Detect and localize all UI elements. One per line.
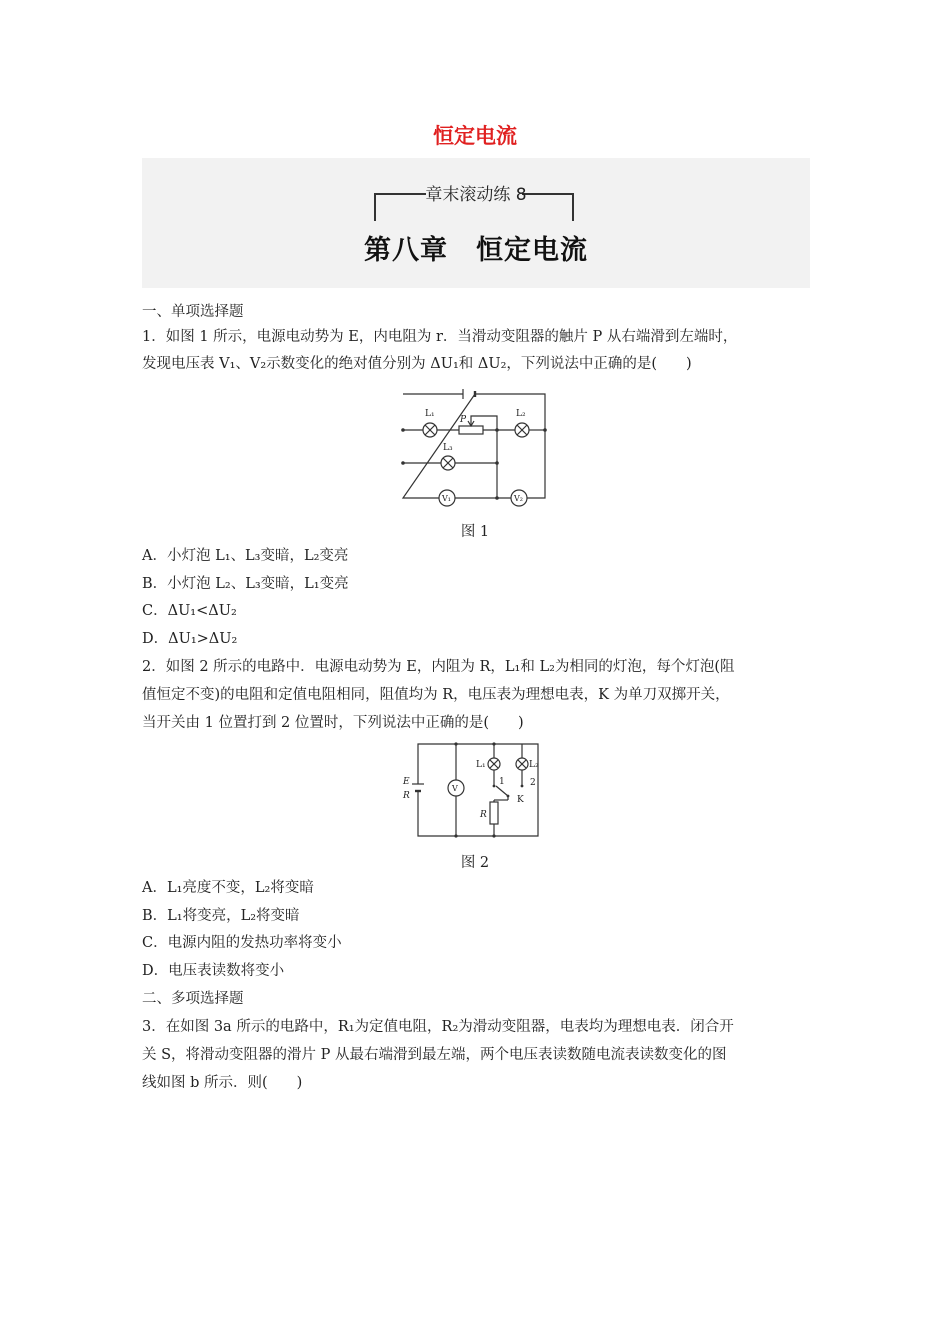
figure1-caption: 图 1 xyxy=(460,524,490,540)
figure2-caption: 图 2 xyxy=(460,855,490,871)
q2-stem-line1: 2．如图 2 所示的电路中．电源电动势为 E，内阻为 R，L₁和 L₂为相同的灯泡，每个灯泡(阻 xyxy=(142,659,735,675)
figure1-circuit xyxy=(395,388,555,510)
fig2-label-r-source: R xyxy=(403,791,410,801)
fig2-label-e: E xyxy=(403,777,410,787)
fig2-label-l2: L₂ xyxy=(529,760,539,770)
fig1-label-p: P xyxy=(460,415,467,425)
banner-subtitle: 章末滚动练 8 xyxy=(425,185,527,205)
fig2-label-pos1: 1 xyxy=(499,777,505,787)
fig1-label-v2: V₂ xyxy=(514,494,523,503)
fig2-label-pos2: 2 xyxy=(530,778,536,788)
chapter-banner xyxy=(142,158,810,288)
q3-stem-line1: 3．在如图 3a 所示的电路中，R₁为定值电阻，R₂为滑动变阻器，电表均为理想电表．闭合开 xyxy=(142,1019,734,1035)
q2-option-a: A．L₁亮度不变，L₂将变暗 xyxy=(142,880,314,896)
q1-option-c: C．ΔU₁<ΔU₂ xyxy=(142,603,237,619)
banner-chapter-title: 第八章 恒定电流 xyxy=(364,235,588,266)
q1-stem-line2: 发现电压表 V₁、V₂示数变化的绝对值分别为 ΔU₁和 ΔU₂，下列说法中正确的是( ) xyxy=(142,356,692,372)
q3-stem-line3: 线如图 b 所示．则( ) xyxy=(142,1075,303,1091)
q2-option-d: D．电压表读数将变小 xyxy=(142,963,285,979)
q2-stem-line3: 当开关由 1 位置打到 2 位置时，下列说法中正确的是( ) xyxy=(142,715,524,731)
fig1-label-l2: L₂ xyxy=(516,409,526,419)
q2-option-b: B．L₁将变亮，L₂将变暗 xyxy=(142,908,300,924)
q2-option-c: C．电源内阻的发热功率将变小 xyxy=(142,935,342,951)
section-heading-multi-choice: 二、多项选择题 xyxy=(142,991,244,1007)
fig2-label-l1: L₁ xyxy=(476,760,486,770)
fig1-label-l1: L₁ xyxy=(425,409,435,419)
page-title: 恒定电流 xyxy=(433,124,517,148)
fig1-label-l3: L₃ xyxy=(443,443,453,453)
fig2-label-k: K xyxy=(517,795,524,805)
q3-stem-line2: 关 S，将滑动变阻器的滑片 P 从最右端滑到最左端，两个电压表读数随电流表读数变化的图 xyxy=(142,1047,727,1063)
q1-option-b: B．小灯泡 L₂、L₃变暗，L₁变亮 xyxy=(142,576,349,592)
fig1-label-v1: V₁ xyxy=(442,494,451,503)
section-heading-single-choice: 一、单项选择题 xyxy=(142,304,244,320)
q1-stem-line1: 1．如图 1 所示，电源电动势为 E，内电阻为 r．当滑动变阻器的触片 P 从右端滑到左端时， xyxy=(142,329,738,345)
q1-option-a: A．小灯泡 L₁、L₃变暗，L₂变亮 xyxy=(142,548,349,564)
fig2-label-v: V xyxy=(452,784,458,793)
figure2-circuit xyxy=(398,740,548,840)
fig2-label-r: R xyxy=(480,810,487,820)
q2-stem-line2: 值恒定不变)的电阻和定值电阻相同，阻值均为 R，电压表为理想电表，K 为单刀双掷开关， xyxy=(142,687,730,703)
q1-option-d: D．ΔU₁>ΔU₂ xyxy=(142,631,238,647)
